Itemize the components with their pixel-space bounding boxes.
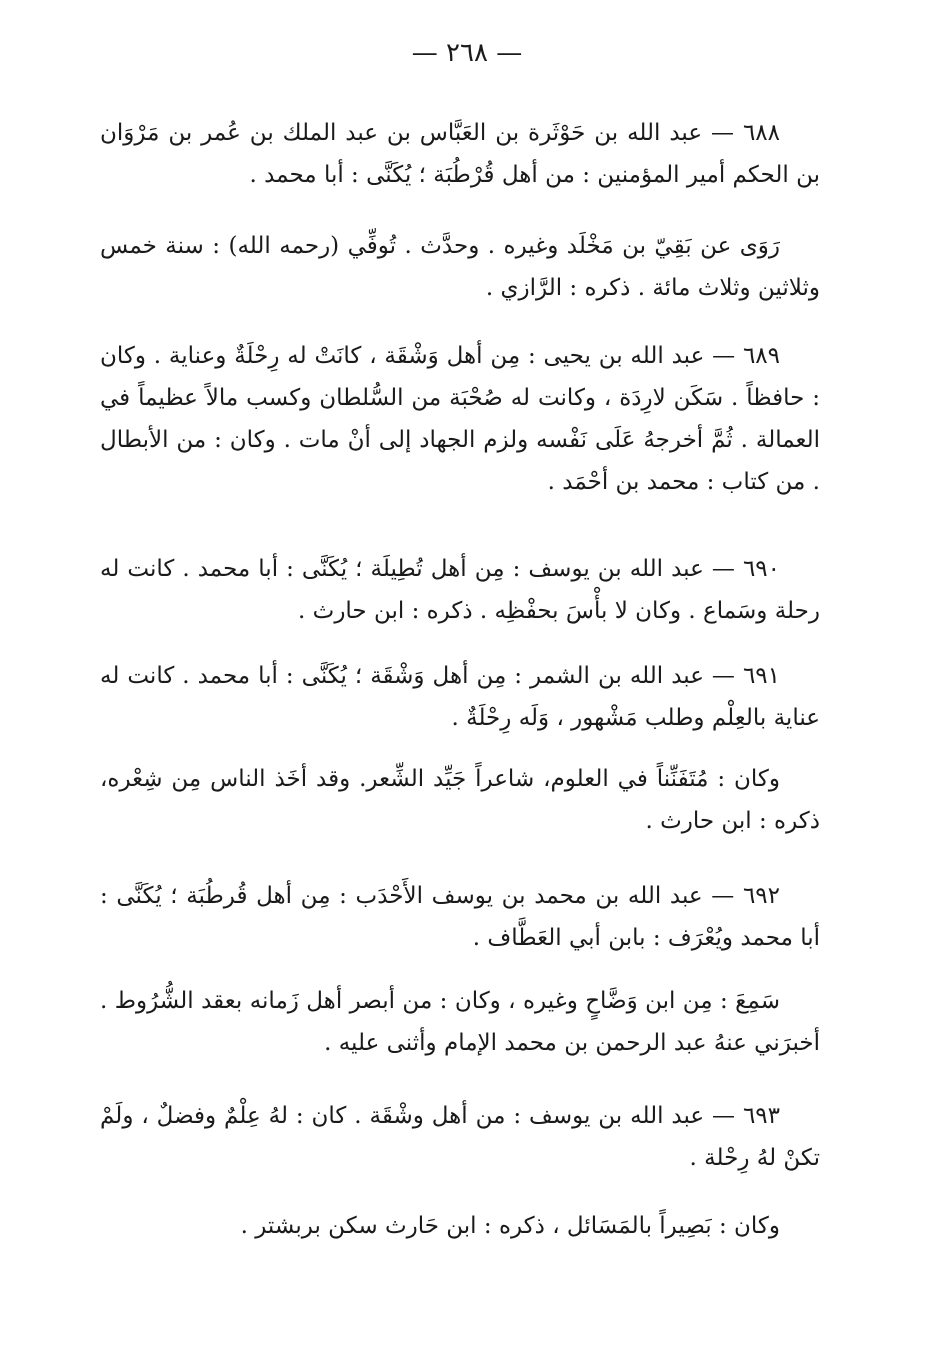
entry-688: ٦٨٨ — عبد الله بن حَوْثَرة بن العَبَّاس بن عبد الملك بن عُمر بن مَرْوَان بن الحكم أمير المؤمنين : من أهل قُرْطُبَة ؛ يُكَنَّى : أبا محمد . — [100, 120, 820, 188]
entry-692-continuation: سَمِعَ : مِن ابن وَضَّاحٍ وغيره ، وكان : من أبصر أهل زَمانه بعقد الشُّرُوط . أخبرَني عنهُ عبد الرحمن بن محمد الإمام وأثنى عليه . — [100, 988, 820, 1056]
entry-688-narration: رَوَى عن بَقِيّ بن مَخْلَد وغيره . وحدَّث . تُوفِّي (رحمه الله) : سنة خمس وثلاثين وثلاث مائة . ذكره : الرَّازي . — [100, 233, 820, 301]
entry-691: ٦٩١ — عبد الله بن الشمر : مِن أهل وَشْقَة ؛ يُكَنَّى : أبا محمد . كانت له عناية بالعِلْم وطلب مَشْهور ، وَلَه رِحْلَةٌ . — [100, 663, 820, 731]
page-number: — ٢٦٨ — — [411, 38, 523, 68]
entry-693-continuation: وكان : بَصِيراً بالمَسَائل ، ذكره : ابن حَارث سكن بربشتر . — [240, 1213, 780, 1239]
entry-690: ٦٩٠ — عبد الله بن يوسف : مِن أهل تُطِيلَة ؛ يُكَنَّى : أبا محمد . كانت له رحلة وسَماع . وكان لا بأْسَ بحفْظِه . ذكره : ابن حارث . — [100, 556, 820, 624]
entry-693: ٦٩٣ — عبد الله بن يوسف : من أهل وشْقَة . كان : لهُ عِلْمٌ وفضلٌ ، ولَمْ تكنْ لهُ رِحْلة . — [100, 1103, 820, 1171]
entry-689: ٦٨٩ — عبد الله بن يحيى : مِن أهل وَشْقَة ، كانَتْ له رِحْلَةٌ وعناية . وكان : حافظاً . سَكَن لارِدَة ، وكانت له صُحْبَة من السُّلطان وكسب مالاً عظيماً في العمالة . ثُمَّ أخرجهُ عَلَى نَفْسه ولزم الجهاد إلى أنْ مات . وكان : من الأبطال . من كتاب : محمد بن أحْمَد . — [100, 343, 820, 495]
entry-691-continuation: وكان : مُتَفَنِّناً في العلوم، شاعراً جَيِّد الشِّعر. وقد أخَذ الناس مِن شِعْره، ذكره : ابن حارث . — [100, 766, 820, 834]
entry-692: ٦٩٢ — عبد الله بن محمد بن يوسف الأَحْدَب : مِن أهل قُرطُبَة ؛ يُكَنَّى : أبا محمد ويُعْرَف : بابن أبي العَطَّاف . — [100, 883, 820, 951]
